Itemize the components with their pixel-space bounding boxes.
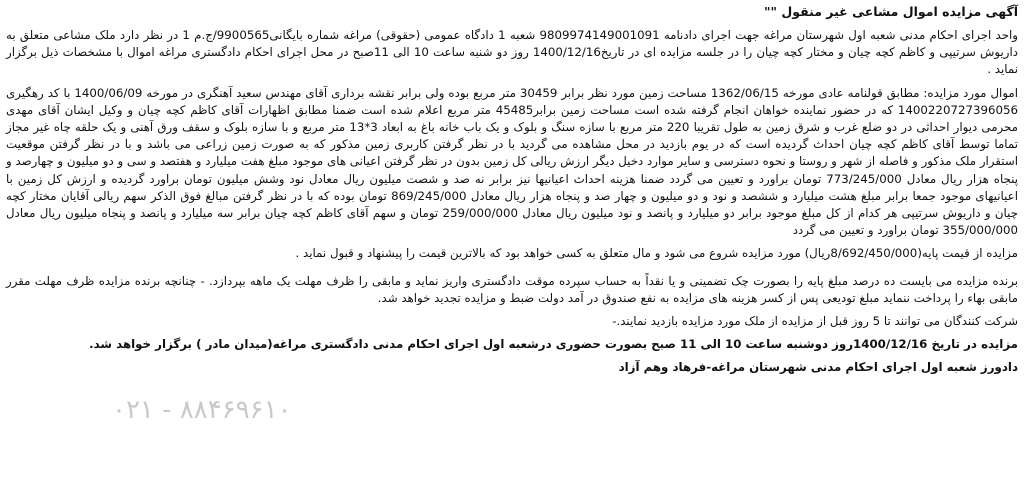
watermark-phone: ۰۲۱ - ۸۸۴۶۹۶۱۰ bbox=[112, 395, 292, 425]
payment-rules-paragraph: برنده مزایده می بایست ده درصد مبلغ پایه را بصورت چک تضمینی و یا نقداً به حساب سپرده موقت دادگستری واریز نماید و مابقی را ظرف مهلت یک ماهه بپردازد. - چنانچه برنده مزایده ظرف مهلت مقرر مابقی بهاء را پرداخت ننماید مبلغ تودیعی پس از کسر هزینه های مزایده به نفع صندوق در آمد دولت ضبط و مزایده تجدید خواهد شد. bbox=[6, 273, 1018, 305]
notice-intro: واحد اجرای احکام مدنی شعبه اول شهرستان مراغه جهت اجرای دادنامه 9809974149001091 شعبه 1 دادگاه عمومی (حقوقی) مراغه شماره بایگانی9900565/ج.م 1 در نظر دارد ملک مشاعی متعلق به داریوش سرتیپی و کاظم کچه چیان و مختار کچه چیان را در جلسه مزایده ای در تاریخ1400/12/16 روز دو شنبه ساعت 10 الی 11صبح در محل اجرای احکام دادگستری مراغه اموال با مشخصات ذیل برگزار نماید . bbox=[6, 28, 1018, 77]
notice-title: آگهی مزایده اموال مشاعی غیر منقول "" bbox=[764, 4, 1018, 19]
base-price-paragraph: مزایده از قیمت پایه(8/692/450/000ریال) مورد مزایده شروع می شود و مال متعلق به کسی خواهد بود که بالاترین قیمت را پیشنهاد و قبول نماید . bbox=[295, 246, 1018, 261]
auction-notice bbox=[6, 2, 1018, 502]
property-description: اموال مورد مزایده: مطابق قولنامه عادی مورخه 1362/06/15 مساحت زمین مورد نظر برابر 30459 متر مربع بوده ولی برابر نقشه برداری آقای مهندس سعید آهنگری در مورخه 1400/06/09 با کد رهگیری 1400220727396056 که در حضور نماینده خواهان انجام گرفته شده است مساحت زمین برابر45485 متر مربع اعلام شده است ضمنا مطابق اظهارات آقای کاظم کچه چیان و وکیل ایشان آقای مهدی محرمی دیوار احداثی در دو ضلع غرب و شرق زمین به طول تقریبا 220 متر مربع با سازه سنگ و بلوک و یک باب خانه باغ به ابعاد 3*13 متر مربع و با سازه بلوک و سقف ورق آهنی و یک حلقه چاه غیر مجاز تماما توسط آقای کاظم کچه چیان احداث گردیده است که در یوم بازدید در محل مشاهده می گردید با در نظر گرفتن کاربری زمین مذکور که به صورت زمین زراعی می باشد و با در نظر گرفتن موقعیت استقرار ملک مذکور و فاصله از شهر و روستا و نحوه دسترسی و سایر موارد دخیل دیگر ارزش ریالی کل زمین بدون در نظر گرفتن اعیانی های موجود مبلغ هفت میلیارد و هفتصد و سی و دو میلیون و چهارصد و پنجاه هزار ریال معادل 773/245/000 تومان براورد و تعیین می گردد ضمنا هزینه احداث اعیانیها نیز برابر نه صد و شصت میلیون ریال معادل نود وشش میلیون تومان براورد گردیده و ارزش کل زمین با اعیانیهای موجود جمعا برابر مبلغ هشت میلیارد و ششصد و نود و دو میلیون و چهار صد و پنجاه هزار ریال معادل 869/245/000 تومان بوده که با در نظر گرفتن مبالغ فوق الذکر سهم ریالی آقایان مختار کچه چیان و داریوش سرتیپی هر کدام از کل مبلغ موجود برابر دو میلیارد و پانصد و نود میلیون ریال معادل 259/000/000 تومان و سهم آقای کاظم کچه چیان برابر سه میلیارد و پانصد و پنجاه میلیون ریال معادل 355/000/000 تومان براورد و تعیین می گردد bbox=[6, 85, 1019, 238]
session-paragraph: مزایده در تاریخ 1400/12/16روز دوشنبه ساعت 10 الی 11 صبح بصورت حضوری درشعبه اول اجرای احکام مدنی دادگستری مراغه(میدان مادر ) برگزار خواهد شد. bbox=[89, 337, 1018, 352]
signature-line: دادورز شعبه اول اجرای احکام مدنی شهرستان مراغه-فرهاد وهم آزاد bbox=[618, 360, 1018, 375]
visit-note-paragraph: شرکت کنندگان می توانند تا 5 روز قبل از مزایده از ملک مورد مزایده بازدید نمایند.- bbox=[612, 314, 1018, 329]
